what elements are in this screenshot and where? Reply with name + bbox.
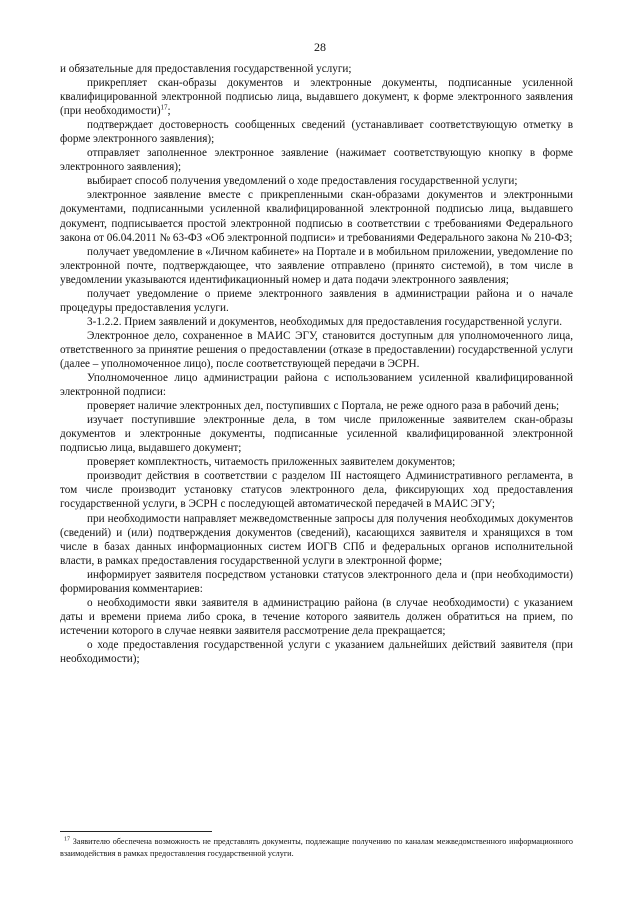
paragraph: информирует заявителя посредством установки статусов электронного дела и (при необходимости) формирования комментариев: bbox=[60, 568, 573, 595]
paragraph: выбирает способ получения уведомлений о ходе предоставления государственной услуги; bbox=[87, 175, 518, 188]
paragraph: Уполномоченное лицо администрации района с использованием усиленной квалифицированной электронной подписи: bbox=[60, 372, 573, 399]
footnote-mark: 17 bbox=[64, 836, 70, 843]
paragraph: отправляет заполненное электронное заявление (нажимает соответствующую кнопку в форме электронного заявления); bbox=[60, 147, 573, 174]
footnote bbox=[60, 836, 573, 860]
paragraph: электронное заявление вместе с прикрепленными скан-образами документов и электронными документами, подписанными усиленной квалифицированной электронной подписью лица, выдавшего документ, подписывается простой электронной подписью в соответствии с требованиями Федерального закона от 06.04.2011 № 63-ФЗ «Об электронной подписи» и требованиями Федерального закона № 210-ФЗ; bbox=[60, 189, 573, 244]
paragraph: изучает поступившие электронные дела, в том числе приложенные заявителем скан-образы документов и электронные документы, подписанные усиленной квалифицированной электронной подписью лица, выдавшего документ; bbox=[60, 414, 573, 455]
paragraph: прикрепляет скан-образы документов и электронные документы, подписанные усиленной квалифицированной электронной подписью лица, выдавшего документ, к форме электронного заявления (при необходимости)$^{17}$; bbox=[60, 77, 573, 118]
paragraph: получает уведомление о приеме электронного заявления в администрации района и о начале процедуры предоставления услуги. bbox=[60, 287, 573, 314]
paragraph: о ходе предоставления государственной услуги с указанием дальнейших действий заявителя (при необходимости); bbox=[60, 638, 573, 665]
paragraph: получает уведомление в «Личном кабинете» на Портале и в мобильном приложении, уведомление по электронной почте, подтверждающее, что заявление отправлено (принято системой), в том числе в уведомлении указываются идентификационный номер и дата подачи электронного заявления; bbox=[60, 245, 573, 286]
footnote-ref: 17 bbox=[160, 103, 168, 112]
footnote-text: Заявителю обеспечена возможность не представлять документы, подлежащие получению по каналам межведомственного информационного взаимодействия в рамках предоставления государственной услуги. bbox=[60, 837, 573, 858]
footnote-divider bbox=[60, 831, 212, 832]
paragraph: подтверждает достоверность сообщенных сведений (устанавливает соответствующую отметку в форме электронного заявления); bbox=[60, 119, 573, 146]
paragraph: производит действия в соответствии с разделом III настоящего Административного регламента, в том числе производит установку статусов электронного дела, фиксирующих ход предоставления государственной услуги, в ЭСРН с последующей автоматической передачей в МАИС ЭГУ; bbox=[60, 470, 573, 511]
paragraph: Электронное дело, сохраненное в МАИС ЭГУ, становится доступным для уполномоченного лица, ответственного за принятие решения о предоставлении (отказе в предоставлении) государственной услуги (далее – уполномоченное лицо), после соответствующей передачи в ЭСРН. bbox=[60, 329, 573, 370]
body-text bbox=[60, 62, 573, 666]
paragraph: и обязательные для предоставления государственной услуги; bbox=[60, 63, 352, 75]
page-number: 28 bbox=[314, 40, 326, 54]
section-heading: 3-1.2.2. Прием заявлений и документов, необходимых для предоставления государственной услуги. bbox=[87, 315, 563, 328]
paragraph: проверяет наличие электронных дел, поступивших с Портала, не реже одного раза в рабочий день; bbox=[87, 400, 560, 413]
paragraph: проверяет комплектность, читаемость приложенных заявителем документов; bbox=[87, 456, 456, 469]
paragraph: о необходимости явки заявителя в администрацию района (в случае необходимости) с указанием даты и времени приема либо срока, в течение которого заявитель должен обратиться на прием, по истечении которого в случае неявки заявителя рассмотрение дела прекращается; bbox=[60, 596, 573, 637]
paragraph: при необходимости направляет межведомственные запросы для получения необходимых документов (сведений) и (или) подтверждения документов (сведений), касающихся заявителя и хранящихся в том числе в базах данных информационных систем ИОГВ СПб и федеральных органов исполнительной власти, в рамках предоставления государственной услуги в электронной форме; bbox=[60, 512, 573, 567]
